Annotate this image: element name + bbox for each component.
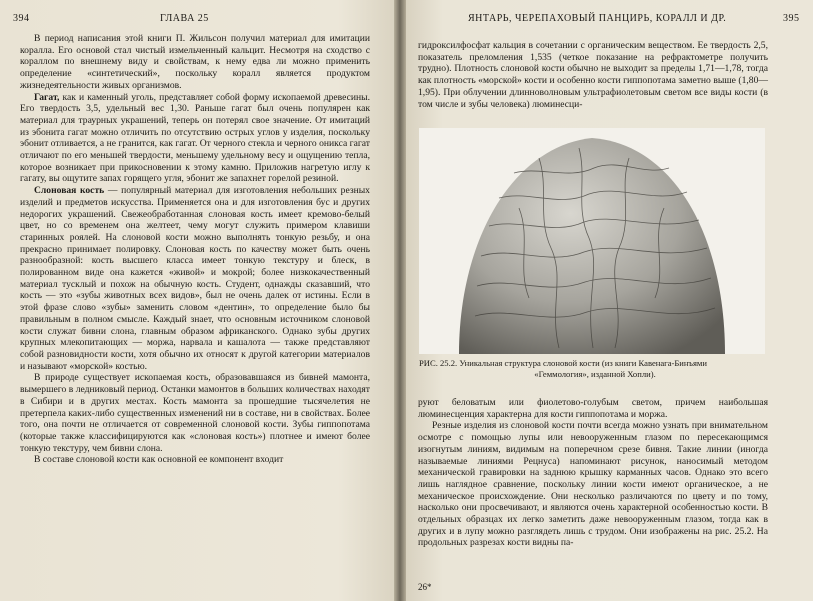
paragraph-gagat	[20, 92, 370, 186]
ivory-text: — популярный материал для изготовления небольших резных изделий и предметов искусства. Применяется она и для изготовления бус и других недорогих украшений. Свежеобработанная слоновая кость имеет кремово-белый цвет, но со временем она желтеет, чему могут служить примером клавиши старинных роялей. На слоновой кости можно выполнять тонкую резьбу, и она прекрасно принимает полировку. Слоновая кость по качеству может быть очень разнообразной: кость высшего класса имеет тонкую текстуру и блеск, в полированном виде она кажется «живой» и мокрой; более низкокачественный материал тусклый и похож на обычную кость. Студент, однажды сказавший, что кость — это «зубы животных всех видов», был не очень далек от истины. Если в этой фразе слово «зубы» заменить словом «дентин», то определение было бы правильным в полном смысле. Каждый знает, что основным источником слоновой кости служат бивни слона, главным образом африканского. Однако зубы других крупных млекопитающих — моржа, нарвала и кашалота — также представляют собой разновидности кости, хотя обычно их относят к другой категории материалов и называют «морской» костью.	[20, 185, 370, 372]
chapter-heading: ГЛАВА 25	[160, 13, 209, 24]
paragraph-retzius: Резные изделия из слоновой кости почти всегда можно узнать при внимательном осмотре с помощью лупы или невооруженным глазом по пересекающимся изогнутым линиям, видимым на поперечном срезе бивня. Такие линии (иногда называемые линиями Рецнуса) напоминают рисунок, наносимый методом механической гравировки на заднюю крышку карманных часов. Однако это всего лишь наглядное сравнение, поскольку линии кости имеют органическое, а не механическое происхождение. Они несколько различаются по цвету и по тому, насколько они просвечивают, и являются очень характерной особенностью кости. В отдельных образцах их легко заметить даже невооруженным глазом, тогда как в других и в лупу можно разглядеть лишь с трудом. Они изображены на рис. 25.2. На продольных разрезах кости видны па-	[418, 420, 768, 549]
running-head: ЯНТАРЬ, ЧЕРЕПАХОВЫЙ ПАНЦИРЬ, КОРАЛЛ И ДР.	[468, 13, 727, 24]
right-page-number: 395	[783, 13, 800, 24]
caption-line-1: РИС. 25.2. Уникальная структура слоновой кости (из книги Кавенага-Бинъями	[419, 358, 707, 368]
term-gagat: Гагат,	[34, 91, 60, 103]
printer-signature: 26*	[418, 582, 432, 592]
left-page-text	[20, 33, 370, 466]
paragraph-luminescence: руют беловатым или фиолетово-голубым светом, причем наибольшая люминесценция характерна для кости гиппопотама и моржа.	[418, 397, 768, 420]
right-page-text-bottom	[418, 397, 768, 549]
paragraph-composition: В составе слоновой кости как основной ее компонент входит	[34, 454, 284, 466]
paragraph-ivory	[20, 185, 370, 372]
left-page-number: 394	[13, 13, 30, 24]
figure-caption	[419, 358, 771, 379]
caption-line-2: «Геммология», изданной Хопли).	[534, 368, 656, 379]
figure-ivory-structure	[419, 128, 765, 354]
right-page-text-top	[418, 40, 768, 110]
gagat-text: как и каменный уголь, представляет собой форму ископаемой древесины. Его твердость 3,5, удельный вес 1,30. Раньше гагат был очень популярен как материал для траурных украшений, теперь он потерял свое значение. От имитаций из эбонита гагат можно отличить по отсутствию острых углов у изделия, поскольку эбонит отливается, а не гранится, как гагат. От черного стекла и черного оникса гагат отличают по его меньшей твердости, меньшему удельному весу и ощущению тепла, которое возникает при прикосновении к этому камню. Приложив нагретую иглу к гагату, вы ощутите запах горящего угля, эбонит же запахнет горелой резиной.	[20, 91, 370, 185]
paragraph-mammoth: В природе существует ископаемая кость, образовавшаяся из бивней мамонта, вымершего в ледниковый период. Останки мамонтов в больших количествах находят в Сибири и в других местах. Кость мамонта за прошедшие тысячелетия не претерпела каких-либо существенных изменений ни в составе, ни в свойствах. Более того, она почти не отличается от современной слоновой кости. Зубы гиппопотама (которые также классифицируются как «слоновая кость») плотнее и имеют более тонкую текстуру, чем бивни слона.	[20, 372, 370, 454]
paragraph-coral-imitation: В период написания этой книги П. Жильсон получил материал для имитации коралла. Его основой стал чистый измельченный кальцит. Несмотря на сходство с кораллом по внешнему виду и свойствам, к нему едва ли можно применить определение «синтетический», поскольку коралл является продуктом жизнедеятельности живых организмов.	[20, 33, 370, 91]
book-gutter	[394, 0, 406, 601]
paragraph-properties: гидроксилфосфат кальция в сочетании с органическим веществом. Ее твердость 2,5, показатель преломления 1,535 (четкое показание на рефрактометре получить трудно). Плотность слоновой кости обычно не выходит за пределы 1,71—1,78, тогда как плотность «морской» кости и особенно кости гиппопотама заметно выше (1,80—1,95). При облучении длинноволновым ультрафиолетовым светом все виды кости (в том числе и зубы человека) люминесци-	[418, 40, 768, 110]
term-ivory: Слоновая кость	[34, 185, 105, 197]
ivory-cross-section-image	[419, 128, 765, 354]
